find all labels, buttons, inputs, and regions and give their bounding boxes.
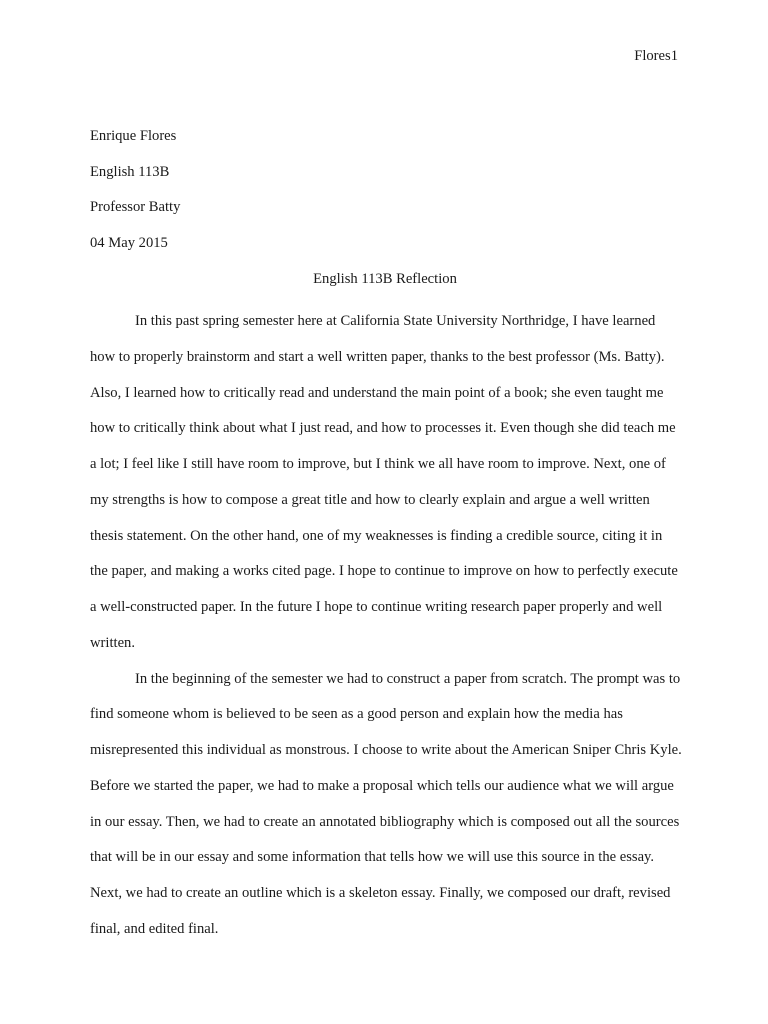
instructor-name: Professor Batty: [90, 199, 181, 216]
course-name: English 113B: [90, 163, 170, 180]
essay-body: [90, 304, 682, 948]
document-date: 04 May 2015: [90, 235, 168, 252]
paragraph-2: In the beginning of the semester we had to construct a paper from scratch. The prompt was to find someone whom is believed to be seen as a good person and explain how the media has misrepresented this individual as monstrous. I choose to write about the American Sniper Chris Kyle. Before we started the paper, we had to make a proposal which tells our audience what we will argue in our essay. Then, we had to create an annotated bibliography which is composed out all the sources that will be in our essay and some information that tells how we will use this source in the essay. Next, we had to create an outline which is a skeleton essay. Finally, we composed our draft, revised final, and edited final.: [90, 670, 682, 937]
paragraph-1: In this past spring semester here at California State University Northridge, I have learned how to properly brainstorm and start a well written paper, thanks to the best professor (Ms. Batty). Also, I learned how to critically read and understand the main point of a book; she even taught me how to critically think about what I just read, and how to processes it. Even though she did teach me a lot; I feel like I still have room to improve, but I think we all have room to improve. Next, one of my strengths is how to compose a great title and how to clearly explain and argue a well written thesis statement. On the other hand, one of my weaknesses is finding a credible source, citing it in the paper, and making a works cited page. I hope to continue to improve on how to perfectly execute a well-constructed paper. In the future I hope to continue writing research paper properly and well written.: [90, 313, 678, 651]
running-header-page-number: Flores1: [634, 48, 678, 64]
document-title: English 113B Reflection: [313, 271, 457, 287]
author-name: Enrique Flores: [90, 128, 177, 144]
mla-heading: [90, 126, 680, 269]
